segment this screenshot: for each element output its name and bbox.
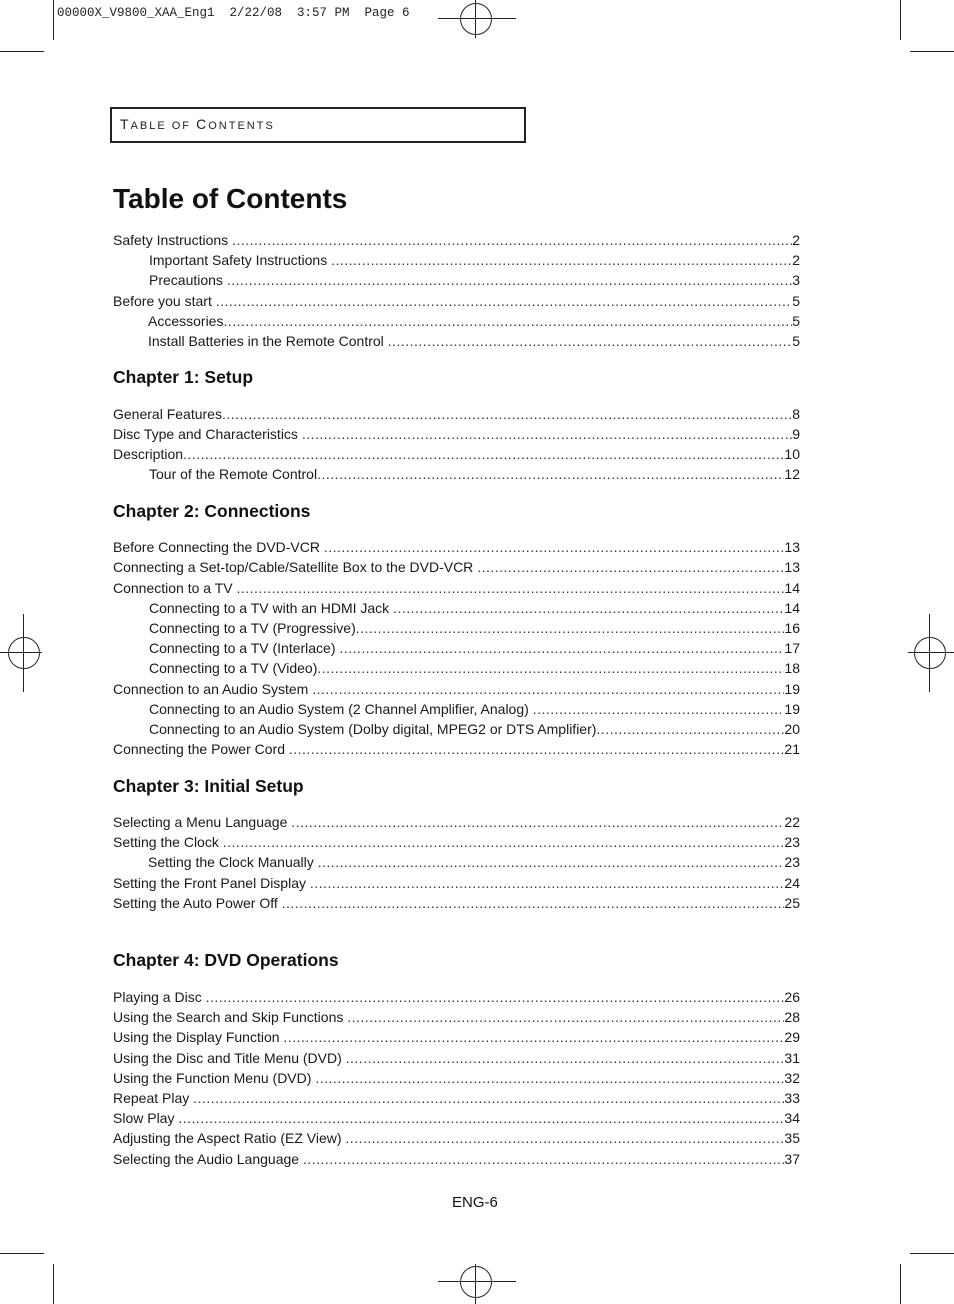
section-header <box>120 116 275 132</box>
header-cap-1: T <box>120 116 131 132</box>
toc-entry[interactable]: Using the Display Function ..... 29 <box>113 1028 800 1046</box>
crop-mark-icon <box>53 0 54 40</box>
crop-mark-icon <box>900 0 901 40</box>
toc-entry[interactable]: Repeat Play ..... 33 <box>113 1089 800 1107</box>
toc-entry[interactable]: Setting the Front Panel Display ..... 24 <box>113 874 800 892</box>
header-rest-2: ONTENTS <box>208 120 275 132</box>
header-cap-2: C <box>196 116 209 132</box>
toc-entry[interactable]: Before you start ..... 5 <box>113 292 800 310</box>
crop-mark-icon <box>910 51 954 52</box>
toc-entry[interactable]: Using the Disc and Title Menu (DVD) ..... 31 <box>113 1049 800 1067</box>
chapter-heading: Chapter 1: Setup <box>113 367 254 387</box>
header-rest-1: ABLE OF <box>130 120 197 132</box>
toc-entry[interactable]: Install Batteries in the Remote Control ..... 5 <box>113 332 800 350</box>
toc-entry[interactable]: Connecting to a TV (Progressive) ..... 16 <box>113 619 800 637</box>
toc-entry[interactable]: Slow Play ..... 34 <box>113 1109 800 1127</box>
toc-entry[interactable]: Connecting to a TV with an HDMI Jack ..... 14 <box>113 599 800 617</box>
toc-entry[interactable]: Playing a Disc ..... 26 <box>113 988 800 1006</box>
toc-entry[interactable]: Tour of the Remote Control ..... 12 <box>113 465 800 483</box>
crop-mark-icon <box>900 1264 901 1304</box>
page-number: ENG-6 <box>452 1194 498 1211</box>
toc-entry[interactable]: Selecting a Menu Language ..... 22 <box>113 813 800 831</box>
toc-entry[interactable]: Connecting the Power Cord ..... 21 <box>113 740 800 758</box>
toc-entry[interactable]: Using the Search and Skip Functions ..... 28 <box>113 1008 800 1026</box>
toc-entry[interactable]: Adjusting the Aspect Ratio (EZ View) ..... 35 <box>113 1129 800 1147</box>
crop-mark-icon <box>53 1264 54 1304</box>
print-slug: 00000X_V9800_XAA_Eng1 2/22/08 3:57 PM Page 6 <box>57 6 410 20</box>
toc-entry[interactable]: Connecting to an Audio System (Dolby digital, MPEG2 or DTS Amplifier) ..... 20 <box>113 720 800 738</box>
toc-entry[interactable]: Disc Type and Characteristics ..... 9 <box>113 425 800 443</box>
chapter-heading: Chapter 4: DVD Operations <box>113 950 339 970</box>
page-title: Table of Contents <box>113 183 348 214</box>
toc-entry[interactable]: Selecting the Audio Language ..... 37 <box>113 1150 800 1168</box>
toc-entry[interactable]: Connecting to a TV (Video) ..... 18 <box>113 659 800 677</box>
toc-entry[interactable]: Connection to a TV ..... 14 <box>113 579 800 597</box>
chapter-heading: Chapter 2: Connections <box>113 501 311 521</box>
toc-entry[interactable]: Setting the Clock Manually ..... 23 <box>113 853 800 871</box>
toc-entry[interactable]: Connecting a Set-top/Cable/Satellite Box to the DVD-VCR ..... 13 <box>113 558 800 576</box>
toc-entry[interactable]: Connection to an Audio System ..... 19 <box>113 680 800 698</box>
crop-mark-icon <box>0 51 44 52</box>
toc-entry[interactable]: Using the Function Menu (DVD) ..... 32 <box>113 1069 800 1087</box>
chapter-heading: Chapter 3: Initial Setup <box>113 776 304 796</box>
toc-entry[interactable]: Description ..... 10 <box>113 445 800 463</box>
toc-entry[interactable]: Safety Instructions ..... 2 <box>113 231 800 249</box>
toc-entry[interactable]: Before Connecting the DVD-VCR ..... 13 <box>113 538 800 556</box>
crop-mark-icon <box>910 1253 954 1254</box>
toc-entry[interactable]: General Features ..... 8 <box>113 405 800 423</box>
toc-entry[interactable]: Connecting to a TV (Interlace) ..... 17 <box>113 639 800 657</box>
toc-entry[interactable]: Setting the Auto Power Off ..... 25 <box>113 894 800 912</box>
toc-entry[interactable]: Precautions ..... 3 <box>113 271 800 289</box>
crop-mark-icon <box>0 1253 44 1254</box>
toc-entry[interactable]: Accessories ..... 5 <box>113 312 800 330</box>
toc-entry[interactable]: Connecting to an Audio System (2 Channel Amplifier, Analog) ..... 19 <box>113 700 800 718</box>
toc-entry[interactable]: Setting the Clock ..... 23 <box>113 833 800 851</box>
toc-entry[interactable]: Important Safety Instructions ..... 2 <box>113 251 800 269</box>
